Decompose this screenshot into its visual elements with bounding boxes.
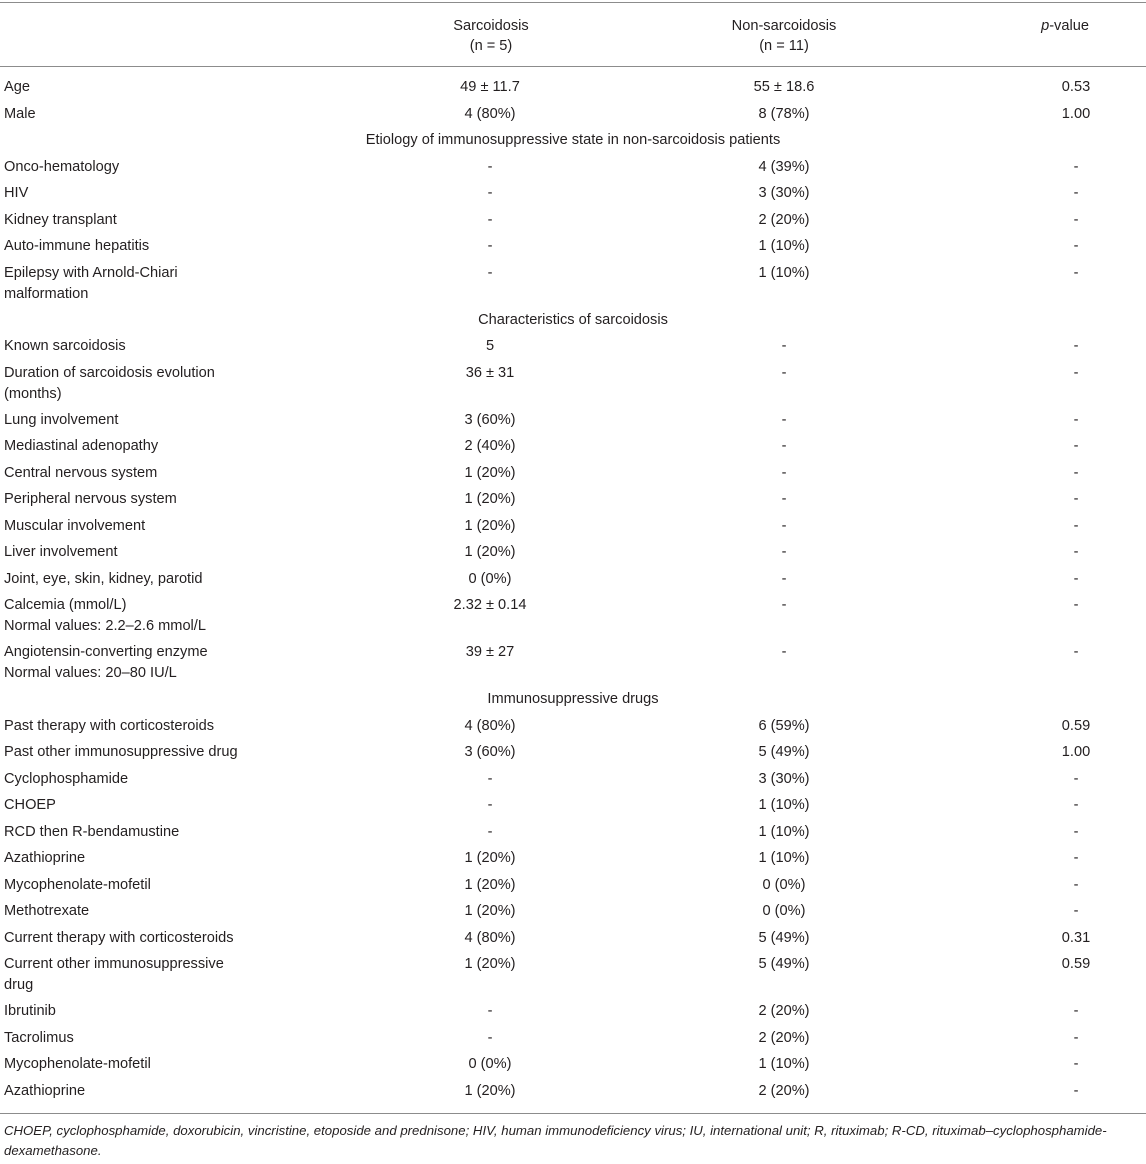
row-label-line: Muscular involvement bbox=[4, 517, 146, 534]
row-label bbox=[4, 410, 274, 431]
cell-sarcoidosis: 1 (20%) bbox=[464, 903, 516, 919]
row-label bbox=[4, 716, 274, 737]
cell-p-value: - bbox=[1073, 264, 1079, 281]
header-non-sarcoidosis-n: (n = 11) bbox=[759, 38, 809, 54]
row-label-line: Mediastinal adenopathy bbox=[4, 438, 159, 454]
cell-sarcoidosis: 2 (40%) bbox=[464, 438, 516, 454]
cell-non-sarcoidosis: 5 (49%) bbox=[758, 744, 810, 760]
cell-sarcoidosis: - bbox=[487, 158, 493, 175]
row-label-line: Auto-immune hepatitis bbox=[4, 238, 150, 254]
row-label-line: Duration of sarcoidosis evolution bbox=[4, 364, 215, 381]
cell-non-sarcoidosis: - bbox=[781, 364, 787, 381]
cell-p-value: - bbox=[1073, 1082, 1079, 1099]
row-label bbox=[4, 183, 274, 204]
row-label-line: Kidney transplant bbox=[4, 211, 117, 228]
row-label bbox=[4, 769, 274, 790]
column-header-non-sarcoidosis bbox=[699, 16, 869, 56]
cell-sarcoidosis: 3 (60%) bbox=[464, 411, 516, 428]
cell-non-sarcoidosis: - bbox=[781, 438, 787, 454]
cell-non-sarcoidosis: - bbox=[781, 491, 787, 507]
row-label-line: Normal values: 20–80 IU/L bbox=[4, 665, 177, 681]
row-label bbox=[4, 77, 274, 98]
row-label-line: Tacrolimus bbox=[4, 1029, 74, 1046]
row-label-line: Current therapy with corticosteroids bbox=[4, 929, 234, 946]
row-label bbox=[4, 104, 274, 125]
cell-non-sarcoidosis: 6 (59%) bbox=[758, 717, 810, 734]
cell-sarcoidosis: 1 (20%) bbox=[464, 517, 516, 534]
cell-p-value: 1.00 bbox=[1061, 105, 1091, 122]
section-heading: Etiology of immunosuppressive state in non-sarcoidosis patients bbox=[365, 132, 781, 148]
cell-sarcoidosis: 0 (0%) bbox=[468, 1056, 512, 1072]
cell-p-value: - bbox=[1073, 211, 1079, 228]
cell-non-sarcoidosis: 5 (49%) bbox=[758, 929, 810, 946]
cell-non-sarcoidosis: 0 (0%) bbox=[762, 903, 806, 919]
cell-sarcoidosis: - bbox=[487, 238, 493, 254]
table-top-rule bbox=[0, 2, 1146, 3]
row-label-line: Joint, eye, skin, kidney, parotid bbox=[4, 570, 203, 587]
cell-sarcoidosis: 4 (80%) bbox=[464, 717, 516, 734]
cell-non-sarcoidosis: 4 (39%) bbox=[758, 158, 810, 175]
cell-p-value: - bbox=[1073, 411, 1079, 428]
cell-sarcoidosis: - bbox=[487, 797, 493, 813]
cell-sarcoidosis: - bbox=[487, 1029, 493, 1046]
cell-sarcoidosis: 2.32 ± 0.14 bbox=[453, 597, 527, 613]
row-label bbox=[4, 822, 274, 843]
cell-p-value: 0.59 bbox=[1061, 956, 1091, 972]
cell-sarcoidosis: - bbox=[487, 211, 493, 228]
row-label-line: drug bbox=[4, 977, 34, 993]
cell-p-value: - bbox=[1073, 570, 1079, 587]
row-label bbox=[4, 1028, 274, 1049]
cell-p-value: - bbox=[1073, 491, 1079, 507]
table-bottom-rule bbox=[0, 1113, 1146, 1114]
row-label bbox=[4, 1054, 274, 1075]
row-label bbox=[4, 489, 274, 510]
header-rule bbox=[0, 66, 1146, 67]
row-label-line: Known sarcoidosis bbox=[4, 338, 126, 354]
cell-non-sarcoidosis: - bbox=[781, 644, 787, 660]
row-label-line: (months) bbox=[4, 385, 62, 402]
cell-p-value: - bbox=[1073, 544, 1079, 560]
row-label-line: Methotrexate bbox=[4, 903, 90, 919]
row-label-line: Cyclophosphamide bbox=[4, 770, 129, 787]
row-label-line: Ibrutinib bbox=[4, 1003, 56, 1019]
row-label-line: Lung involvement bbox=[4, 411, 119, 428]
cell-non-sarcoidosis: - bbox=[781, 464, 787, 481]
cell-non-sarcoidosis: - bbox=[781, 517, 787, 534]
cell-sarcoidosis: 4 (80%) bbox=[464, 105, 516, 122]
cell-non-sarcoidosis: 1 (10%) bbox=[758, 797, 810, 813]
cell-sarcoidosis: 1 (20%) bbox=[464, 876, 516, 893]
row-label bbox=[4, 236, 274, 257]
row-label bbox=[4, 263, 274, 305]
cell-sarcoidosis: 3 (60%) bbox=[464, 744, 516, 760]
cell-sarcoidosis: 5 bbox=[485, 338, 495, 354]
row-label bbox=[4, 157, 274, 178]
row-label bbox=[4, 742, 274, 763]
row-label-line: Mycophenolate-mofetil bbox=[4, 1056, 151, 1072]
cell-p-value: 0.59 bbox=[1061, 717, 1091, 734]
cell-sarcoidosis: 39 ± 27 bbox=[465, 644, 515, 660]
row-label bbox=[4, 875, 274, 896]
cell-p-value: - bbox=[1073, 364, 1079, 381]
cell-p-value: - bbox=[1073, 158, 1079, 175]
cell-sarcoidosis: 1 (20%) bbox=[464, 956, 516, 972]
column-header-sarcoidosis bbox=[406, 16, 576, 56]
cell-p-value: 0.53 bbox=[1061, 79, 1091, 95]
cell-sarcoidosis: 1 (20%) bbox=[464, 850, 516, 866]
cell-sarcoidosis: 1 (20%) bbox=[464, 491, 516, 507]
cell-non-sarcoidosis: 0 (0%) bbox=[762, 876, 806, 893]
row-label bbox=[4, 848, 274, 869]
cell-p-value: - bbox=[1073, 338, 1079, 354]
row-label-line: Past other immunosuppressive drug bbox=[4, 744, 238, 760]
cell-non-sarcoidosis: 2 (20%) bbox=[758, 1082, 810, 1099]
row-label-line: malformation bbox=[4, 285, 89, 302]
row-label-line: CHOEP bbox=[4, 797, 56, 813]
row-label-line: Liver involvement bbox=[4, 544, 118, 560]
cell-non-sarcoidosis: - bbox=[781, 597, 787, 613]
row-label bbox=[4, 336, 274, 357]
row-label bbox=[4, 436, 274, 457]
cell-sarcoidosis: 1 (20%) bbox=[464, 544, 516, 560]
cell-p-value: - bbox=[1073, 903, 1079, 919]
cell-non-sarcoidosis: 55 ± 18.6 bbox=[753, 79, 815, 95]
row-label-line: Mycophenolate-mofetil bbox=[4, 876, 151, 893]
row-label bbox=[4, 954, 274, 996]
table-footnote: CHOEP, cyclophosphamide, doxorubicin, vincristine, etoposide and prednisone; HIV, human immunodeficiency virus; IU, international unit; R, rituximab; R-CD, rituximab–cyclophosphamide-dexamethasone. bbox=[4, 1123, 1107, 1158]
cell-sarcoidosis: - bbox=[487, 770, 493, 787]
row-label-line: Age bbox=[4, 79, 30, 95]
cell-sarcoidosis: 1 (20%) bbox=[464, 464, 516, 481]
cell-non-sarcoidosis: - bbox=[781, 338, 787, 354]
cell-p-value: - bbox=[1073, 770, 1079, 787]
header-non-sarcoidosis-label: Non-sarcoidosis bbox=[731, 18, 837, 34]
cell-sarcoidosis: 36 ± 31 bbox=[465, 364, 515, 381]
row-label-line: Onco-hematology bbox=[4, 158, 120, 175]
row-label bbox=[4, 595, 274, 637]
section-heading: Immunosuppressive drugs bbox=[487, 691, 659, 707]
row-label-line: HIV bbox=[4, 185, 29, 201]
cell-p-value: - bbox=[1073, 644, 1079, 660]
cell-sarcoidosis: - bbox=[487, 185, 493, 201]
row-label bbox=[4, 1001, 274, 1022]
cell-sarcoidosis: - bbox=[487, 823, 493, 840]
header-sarcoidosis-n: (n = 5) bbox=[469, 38, 513, 54]
row-label bbox=[4, 569, 274, 590]
row-label-line: Peripheral nervous system bbox=[4, 491, 177, 507]
column-header-p-value bbox=[1005, 16, 1125, 36]
cell-non-sarcoidosis: 8 (78%) bbox=[758, 105, 810, 122]
cell-p-value: - bbox=[1073, 797, 1079, 813]
header-sarcoidosis-label: Sarcoidosis bbox=[453, 18, 529, 34]
header-p-italic: p bbox=[1041, 18, 1050, 34]
cell-p-value: 1.00 bbox=[1061, 744, 1091, 760]
cell-sarcoidosis: 1 (20%) bbox=[464, 1082, 516, 1099]
row-label bbox=[4, 463, 274, 484]
cell-p-value: - bbox=[1073, 876, 1079, 893]
cell-non-sarcoidosis: 3 (30%) bbox=[758, 185, 810, 201]
cell-p-value: - bbox=[1073, 1029, 1079, 1046]
row-label-line: Central nervous system bbox=[4, 464, 158, 481]
cell-p-value: - bbox=[1073, 238, 1079, 254]
row-label-line: Azathioprine bbox=[4, 850, 86, 866]
cell-sarcoidosis: - bbox=[487, 1003, 493, 1019]
cell-non-sarcoidosis: 1 (10%) bbox=[758, 1056, 810, 1072]
row-label-line: Calcemia (mmol/L) bbox=[4, 597, 127, 613]
cell-sarcoidosis: 49 ± 11.7 bbox=[460, 79, 520, 95]
cell-non-sarcoidosis: 1 (10%) bbox=[758, 823, 810, 840]
row-label bbox=[4, 901, 274, 922]
row-label-line: RCD then R-bendamustine bbox=[4, 823, 180, 840]
cell-non-sarcoidosis: - bbox=[781, 411, 787, 428]
cell-p-value: - bbox=[1073, 517, 1079, 534]
cell-non-sarcoidosis: 5 (49%) bbox=[758, 956, 810, 972]
row-label-line: Male bbox=[4, 105, 36, 122]
row-label bbox=[4, 795, 274, 816]
cell-p-value: - bbox=[1073, 850, 1079, 866]
cell-sarcoidosis: - bbox=[487, 264, 493, 281]
cell-non-sarcoidosis: 3 (30%) bbox=[758, 770, 810, 787]
row-label bbox=[4, 542, 274, 563]
cell-p-value: - bbox=[1073, 464, 1079, 481]
cell-p-value: - bbox=[1073, 438, 1079, 454]
cell-non-sarcoidosis: - bbox=[781, 544, 787, 560]
row-label bbox=[4, 516, 274, 537]
cell-non-sarcoidosis: - bbox=[781, 570, 787, 587]
row-label-line: Angiotensin-converting enzyme bbox=[4, 644, 208, 660]
section-heading: Characteristics of sarcoidosis bbox=[478, 311, 668, 328]
row-label bbox=[4, 928, 274, 949]
cell-p-value: - bbox=[1073, 597, 1079, 613]
cell-non-sarcoidosis: 2 (20%) bbox=[758, 1029, 810, 1046]
row-label bbox=[4, 363, 274, 405]
header-p-rest: -value bbox=[1049, 18, 1089, 34]
row-label bbox=[4, 210, 274, 231]
row-label-line: Normal values: 2.2–2.6 mmol/L bbox=[4, 618, 206, 634]
cell-sarcoidosis: 4 (80%) bbox=[464, 929, 516, 946]
cell-non-sarcoidosis: 2 (20%) bbox=[758, 1003, 810, 1019]
row-label bbox=[4, 1081, 274, 1102]
cell-non-sarcoidosis: 1 (10%) bbox=[758, 238, 810, 254]
row-label-line: Epilepsy with Arnold-Chiari bbox=[4, 264, 178, 281]
cell-p-value: - bbox=[1073, 185, 1079, 201]
cell-non-sarcoidosis: 1 (10%) bbox=[758, 264, 810, 281]
cell-p-value: - bbox=[1073, 1056, 1079, 1072]
cell-sarcoidosis: 0 (0%) bbox=[468, 570, 512, 587]
row-label-line: Current other immunosuppressive bbox=[4, 956, 224, 972]
row-label-line: Past therapy with corticosteroids bbox=[4, 717, 215, 734]
cell-p-value: 0.31 bbox=[1061, 929, 1091, 946]
cell-non-sarcoidosis: 1 (10%) bbox=[758, 850, 810, 866]
cell-non-sarcoidosis: 2 (20%) bbox=[758, 211, 810, 228]
cell-p-value: - bbox=[1073, 1003, 1079, 1019]
row-label bbox=[4, 642, 274, 684]
row-label-line: Azathioprine bbox=[4, 1082, 86, 1099]
cell-p-value: - bbox=[1073, 823, 1079, 840]
